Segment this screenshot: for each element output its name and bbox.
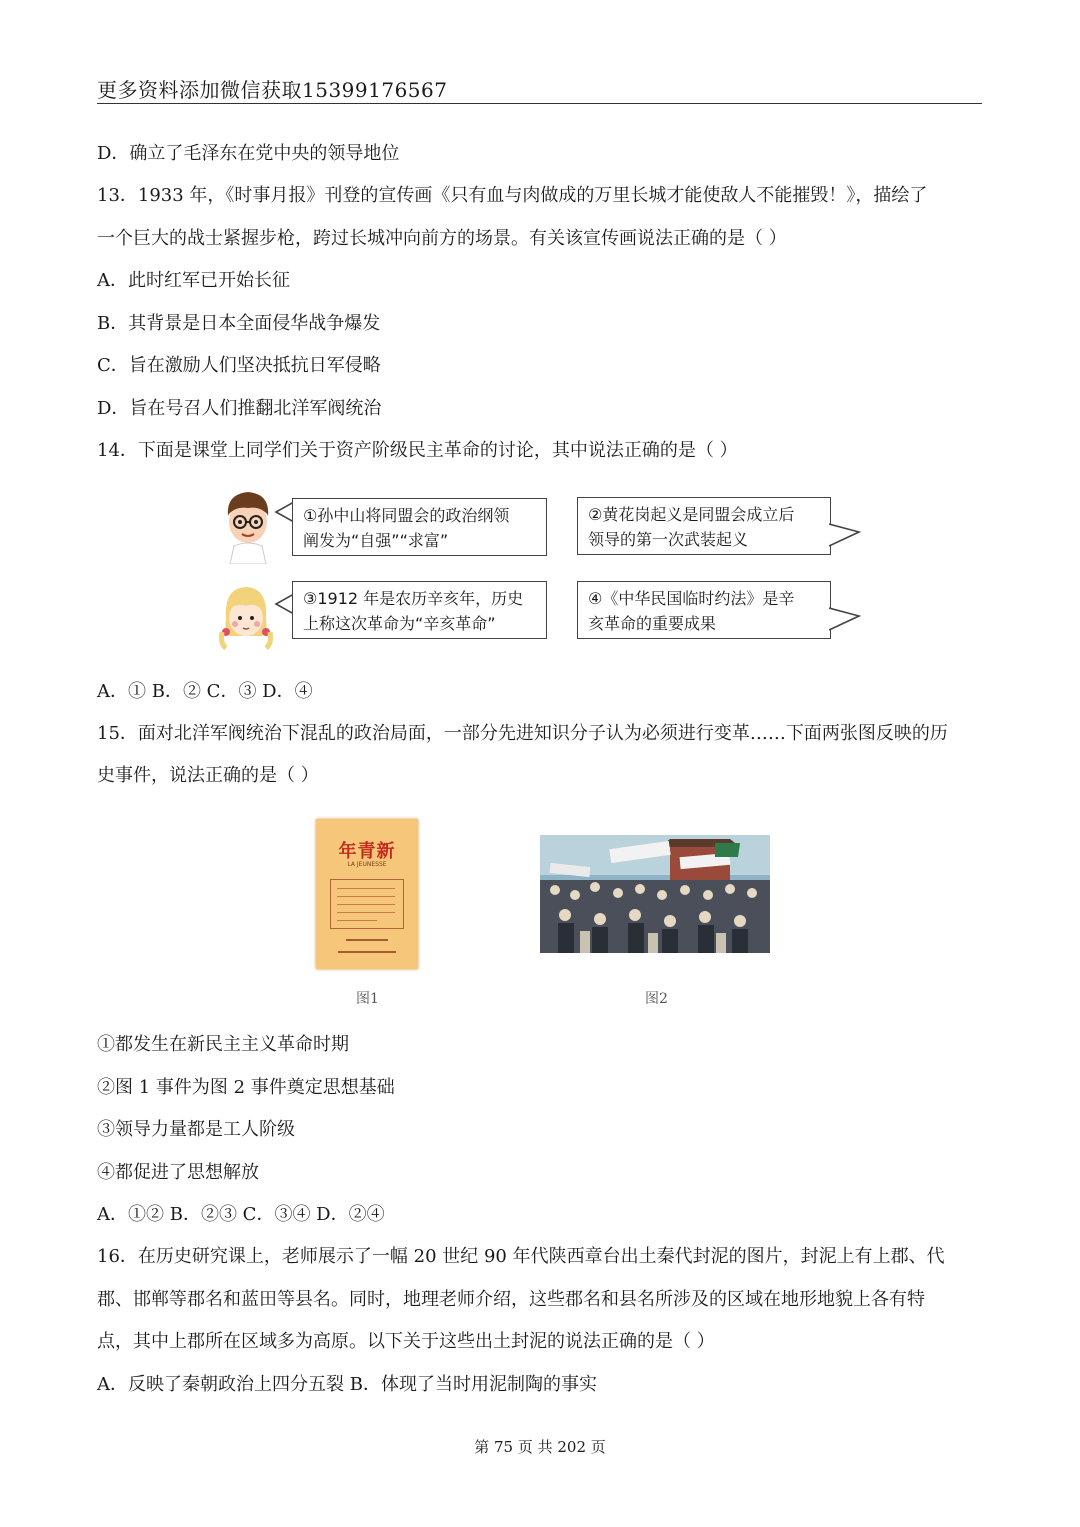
bubble-4-tail <box>829 604 861 634</box>
statement-4: ④都促进了思想解放 <box>97 1162 259 1183</box>
bubble-3-tail <box>274 590 294 620</box>
statement-1: ①都发生在新民主主义革命时期 <box>97 1034 349 1055</box>
poster-title: 新青年 <box>338 841 396 862</box>
bubble-2-tail <box>829 520 861 550</box>
question-15-options: A．①② B．②③ C．③④ D．②④ <box>97 1204 385 1225</box>
new-youth-magazine-cover-image <box>316 819 418 969</box>
figure-2-caption: 图2 <box>645 991 668 1007</box>
statement-2: ②图 1 事件为图 2 事件奠定思想基础 <box>97 1077 395 1098</box>
bubble-1-line-1: ①孙中山将同盟会的政治纲领 <box>303 506 510 525</box>
question-16-line-1: 16．在历史研究课上，老师展示了一幅 20 世纪 90 年代陕西章台出土秦代封泥的图片，封泥上有上郡、代 <box>97 1246 945 1267</box>
question-15-line-1: 15．面对北洋军阀统治下混乱的政治局面，一部分先进知识分子认为必须进行变革……下面两张图反映的历 <box>97 723 948 744</box>
bubble-1-tail <box>274 498 294 528</box>
question-14-stem: 14．下面是课堂上同学们关于资产阶级民主革命的讨论，其中说法正确的是（ ） <box>97 440 738 461</box>
bubble-2-line-1: ②黄花岗起义是同盟会成立后 <box>588 505 795 524</box>
boy-avatar-icon <box>220 486 276 564</box>
figure-1-caption: 图1 <box>356 991 379 1007</box>
question-16-line-2: 郡、邯郸等郡名和蓝田等县名。同时，地理老师介绍，这些郡名和县名所涉及的区域在地形地貌上各有特 <box>97 1289 925 1310</box>
statement-3: ③领导力量都是工人阶级 <box>97 1119 295 1140</box>
question-13-option-d: D．旨在号召人们推翻北洋军阀统治 <box>97 398 382 419</box>
question-16-line-3: 点，其中上郡所在区域多为高原。以下关于这些出土封泥的说法正确的是（ ） <box>97 1331 715 1352</box>
page-footer: 第 75 页 共 202 页 <box>474 1438 606 1456</box>
bubble-4-line-2: 亥革命的重要成果 <box>588 614 717 633</box>
bubble-2-line-2: 领导的第一次武装起义 <box>588 530 749 549</box>
speech-bubble-4 <box>577 581 831 639</box>
page-header: 更多资料添加微信获取15399176567 <box>97 78 448 102</box>
bubble-3-line-2: 上称这次革命为“辛亥革命” <box>303 614 496 633</box>
speech-bubble-1 <box>292 498 547 556</box>
poster-text-box <box>330 879 404 929</box>
girl-avatar-icon <box>218 582 274 654</box>
question-15-line-2: 史事件，说法正确的是（ ） <box>97 765 319 786</box>
question-16-options-ab: A．反映了秦朝政治上四分五裂 B．体现了当时用泥制陶的事实 <box>97 1374 597 1395</box>
poster-subtitle: LA JEUNESSE <box>347 861 387 868</box>
question-13-option-a: A．此时红军已开始长征 <box>97 270 290 291</box>
option-d-q12: D．确立了毛泽东在党中央的领导地位 <box>97 143 400 164</box>
speech-bubble-3 <box>292 581 547 639</box>
header-divider <box>97 103 982 104</box>
question-13-line-1: 13．1933 年，《时事月报》刊登的宣传画《只有血与肉做成的万里长城才能使敌人不能摧毁！》，描绘了 <box>97 185 928 206</box>
bubble-1-line-2: 阐发为“自强”“求富” <box>303 531 449 550</box>
bubble-4-line-1: ④《中华民国临时约法》是辛 <box>588 589 795 608</box>
speech-bubble-2 <box>577 497 831 555</box>
question-13-option-c: C．旨在激励人们坚决抵抗日军侵略 <box>97 355 381 376</box>
bubble-3-line-1: ③1912 年是农历辛亥年，历史 <box>303 589 524 608</box>
question-13-line-2: 一个巨大的战士紧握步枪，跨过长城冲向前方的场景。有关该宣传画说法正确的是（ ） <box>97 228 787 249</box>
question-13-option-b: B．其背景是日本全面侵华战争爆发 <box>97 313 381 334</box>
question-14-options: A．① B．② C．③ D．④ <box>97 681 313 702</box>
may-fourth-protest-painting-image <box>540 835 770 953</box>
